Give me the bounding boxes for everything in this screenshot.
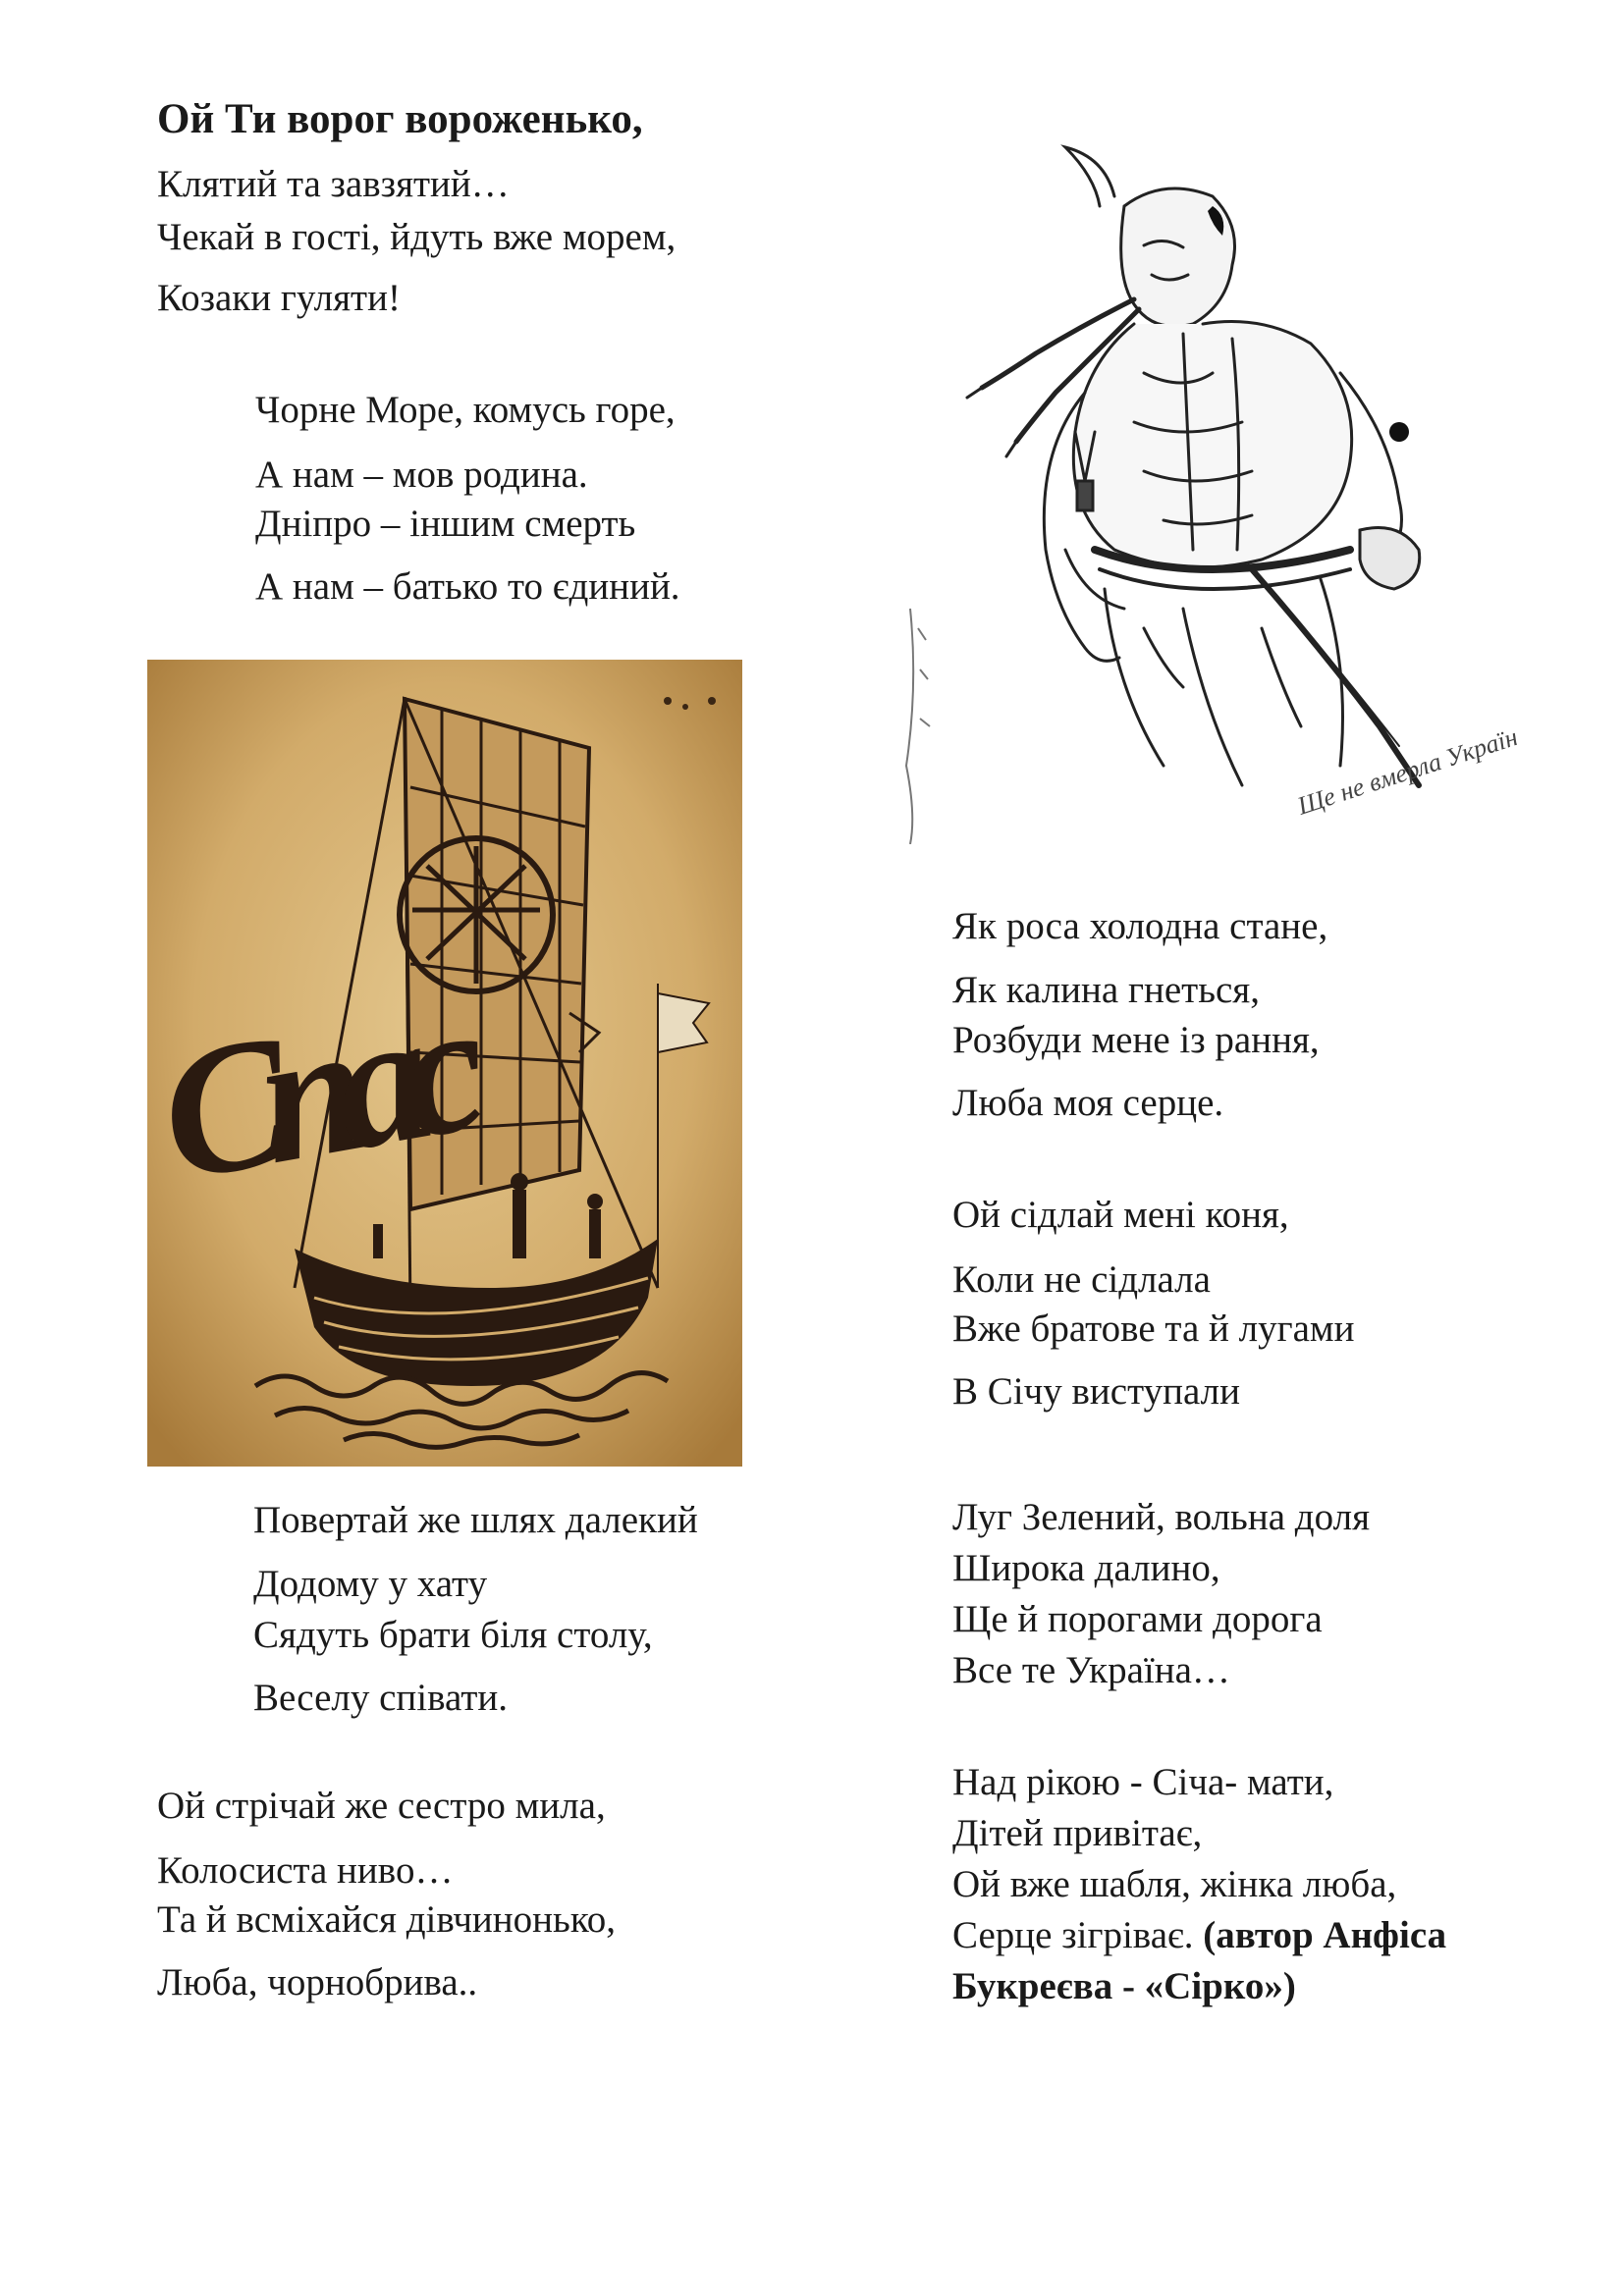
poem-line: Розбуди мене із рання, — [952, 1019, 1320, 1061]
poem-line: Клятий та завзятий… — [157, 163, 510, 205]
cossack-illustration — [889, 137, 1517, 844]
poem-line: Ще й порогами дорога — [952, 1598, 1323, 1640]
poem-line: Чорне Море, комусь горе, — [255, 389, 676, 431]
ship-caption: Спас — [147, 961, 503, 1221]
poem-line: Ой сідлай мені коня, — [952, 1194, 1289, 1236]
poem-line: Коли не сідлала — [952, 1258, 1211, 1301]
poem-line: Люба, чорнобрива.. — [157, 1961, 478, 2003]
poem-line: Дітей привітає, — [952, 1812, 1203, 1854]
poem-line: Як роса холодна стане, — [952, 905, 1328, 947]
poem-line: Козаки гуляти! — [157, 277, 401, 319]
poem-line: Додому у хату — [253, 1563, 488, 1605]
poem-line: В Січу виступали — [952, 1370, 1240, 1413]
author-credit-cont: Букреєва - «Сірко») — [952, 1965, 1296, 2007]
poem-line-final — [952, 1912, 1446, 1959]
poem-line: Чекай в гості, йдуть вже морем, — [157, 216, 677, 258]
poem-line: Веселу співати. — [253, 1677, 508, 1719]
poem-line: Над рікою - Січа- мати, — [952, 1761, 1334, 1803]
poem-line: Повертай же шлях далекий — [253, 1499, 698, 1541]
poem-line: Широка далино, — [952, 1547, 1220, 1589]
poem-line: Ой стрічай же сестро мила, — [157, 1785, 606, 1827]
poem-line-text: Серце зігріває. — [952, 1914, 1204, 1956]
poem-line: Колосиста ниво… — [157, 1849, 454, 1892]
ship-illustration — [147, 660, 742, 1467]
poem-line: Як калина гнеться, — [952, 969, 1260, 1011]
poem-line: Луг Зелений, вольна доля — [952, 1496, 1371, 1538]
poem-line: А нам – батько то єдиний. — [255, 565, 680, 608]
poem-title: Ой Ти ворог вороженько, — [157, 96, 643, 142]
poem-line: Вже братове та й лугами — [952, 1308, 1355, 1350]
poem-line: Та й всміхайся дівчинонько, — [157, 1898, 617, 1941]
cossack-signature: Ще не вмерла Україна — [1293, 718, 1517, 821]
poem-line: Ой вже шабля, жінка люба, — [952, 1863, 1397, 1905]
poem-line: Дніпро – іншим смерть — [255, 503, 636, 545]
poem-line: А нам – мов родина. — [255, 454, 588, 496]
poem-line: Люба моя серце. — [952, 1082, 1224, 1124]
poem-line: Все те Україна… — [952, 1649, 1230, 1691]
poem-line: Сядуть брати біля столу, — [253, 1614, 653, 1656]
author-credit: (автор Анфіса — [1203, 1914, 1447, 1956]
